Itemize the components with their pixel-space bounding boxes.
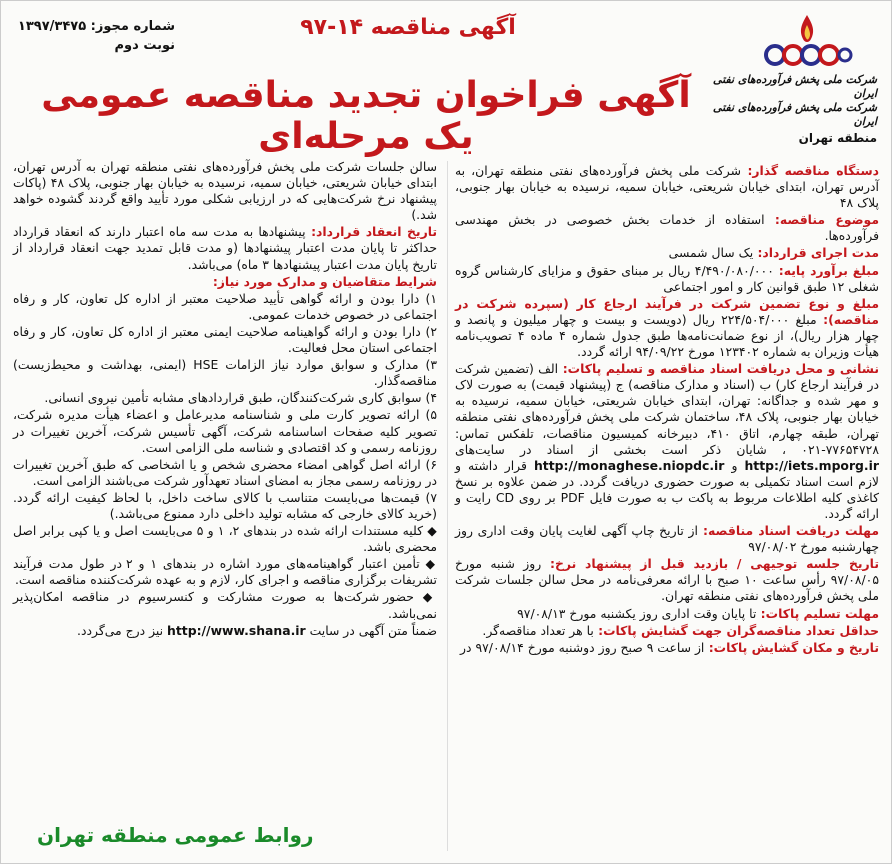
section-subject: موضوع مناقصه: استفاده از خدمات بخش خصوصی در بخش مهندسی فرآورده‌ها.	[455, 212, 880, 244]
condition-item: ۷) قیمت‌ها می‌بایست متناسب با کالای ساخت داخل، با لحاظ کیفیت ارائه گردد. (خرید کالای خارجی که مشابه تولید داخلی دارد ممنوع می‌باشد.)	[13, 489, 437, 521]
district-name: منطقه تهران	[798, 131, 877, 145]
column-divider	[447, 161, 448, 851]
condition-item: ۲) دارا بودن و ارائه گواهینامه صلاحیت ایمنی معتبر از اداره کل تعاون، کار و رفاه اجتماعی استان محل فعالیت.	[13, 323, 437, 356]
right-column	[455, 163, 879, 657]
section-base-estimate: مبلغ برآورد پایه: ۴/۴۹۰/۰۸۰/۰۰۰ ریال بر مبنای حقوق و مزایای کارشناس گروه شغلی ۱۲ طبق قوانین کار و امور اجتماعی	[455, 262, 880, 294]
conditions-title: شرایط متقاضیان و مدارک مورد نیاز:	[212, 273, 437, 289]
condition-item: ۵) ارائه تصویر کارت ملی و شناسنامه مدیرعامل و اعضاء هیأت مدیره شرکت، تصویر کلیه صفحات اساسنامه شرکت، آگهی تأسیس شرکت، آخرین تغییرات در روزنامه رسمی و کد اقتصادی و شناسه ملی الزامی است.	[13, 407, 437, 455]
condition-item: ۳) مدارک و سوابق موارد نیاز الزامات HSE (ایمنی، بهداشت و محیط‌زیست) مناقصه‌گذار.	[13, 357, 437, 389]
condition-item: ۱) دارا بودن و ارائه گواهی تأیید صلاحیت معتبر از اداره کل تعاون، کار و رفاه اجتماعی در خصوص خدمات عمومی.	[13, 290, 437, 322]
announcement-number: آگهی مناقصه ۱۴-۹۷	[300, 15, 516, 40]
section-submission: مهلت تسلیم پاکات: تا پایان وقت اداری روز یکشنبه مورخ ۹۷/۰۸/۱۳	[517, 605, 879, 621]
company-logo-block	[709, 13, 877, 145]
section-docs-deadline: مهلت دریافت اسناد مناقصه: از تاریخ چاپ آگهی لغایت پایان وقت اداری روز چهارشنبه مورخ ۹۷/۰۸/۰۲	[455, 523, 879, 555]
section-min-bidders: حداقل تعداد مناقصه‌گران جهت گشایش پاکات: با هر تعداد مناقصه‌گر.	[482, 622, 879, 638]
section-briefing: تاریخ جلسه توجیهی / بازدید قبل از پیشنهاد نرخ: روز شنبه مورخ ۹۷/۰۸/۰۵ رأس ساعت ۱۰ صبح با ارائه معرفی‌نامه در محل سالن جلسات شرکت ملی پخش فرآورده‌های نفتی منطقه تهران.	[455, 556, 879, 604]
bullet-item: ◆ تأمین اعتبار گواهینامه‌های مورد اشاره در بندهای ۱ و ۲ در طول مدت فرآیند تشریفات برگزاری مناقصه و اجرای کار، لازم و به عهده شرکت‌کننده مناقصه است.	[13, 556, 437, 588]
section-address: نشانی و محل دریافت اسناد مناقصه و تسلیم پاکات: الف (تضمین شرکت در فرآیند ارجاع کار) ب (اسناد و مدارک مناقصه) ج (پیشنهاد قیمت) به صورت لاک و مهر شده و جداگانه: تهران، ابتدای خیابان شریعتی، خیابان سمیه، نرسیده به خیابان بهار جنوبی، پلاک ۴۸، ساختمان شرکت ملی پخش فرآورده‌های نفتی منطقه تهران، طبقه چهارم، اتاق ۴۱۰، دبیرخانه کمیسیون مناقصات، تلفکس تماس: ۷۷۶۵۴۷۲۸-۰۲۱ ، شایان ذکر است بخشی از اسناد در سایت‌های http://iets.mporg.ir و http://monaghese.niopdc.ir قرار داشته و لازم است اسناد تکمیلی به صورت حضوری دریافت گردد. در ضمن علاوه بر نسخ کاغذی کلیه اطلاعات مربوط به پاکت ب به صورت فایل PDF بر روی CD رایت و ارائه گردد.	[455, 361, 879, 521]
bullet-icon: ◆	[413, 589, 437, 605]
section-guarantee: مبلغ و نوع تضمین شرکت در فرآیند ارجاع کار (سپرده شرکت در مناقصه): مبلغ ۲۲۴/۵۰۴/۰۰۰ ریال (دویست و بیست و چهار میلیون و پانصد و چهار هزار ریال)، از نوع ضمانت‌نامه‌ها طبق جدول شماره ۴ ماده ۴ تصویب‌نامه هیأت وزیران به شماره ۱۲۳۴۰۲ مورخ ۹۴/۰۹/۲۲ ارائه گردد.	[455, 295, 879, 360]
section-opening: تاریخ و مکان گشایش پاکات: از ساعت ۹ صبح روز دوشنبه مورخ ۹۷/۰۸/۱۴ در	[460, 639, 879, 655]
niopdc-logo-icon	[761, 13, 853, 71]
bullet-item: ◆ کلیه مستندات ارائه شده در بندهای ۲، ۱ و ۵ می‌بایست اصل و یا کپی برابر اصل محضری باشد.	[13, 523, 437, 555]
bullet-item: ◆ حضور شرکت‌ها به صورت مشارکت و کنسرسیوم در مناقصه امکان‌پذیر نمی‌باشد.	[13, 589, 437, 621]
condition-item: ۶) ارائه اصل گواهی امضاء محضری شخص و یا اشخاصی که طبق آخرین تغییرات در روزنامه رسمی مجاز به امضای اسناد تعهدآور شرکت می‌باشند الزامی است.	[13, 456, 437, 488]
link-shana[interactable]: http://www.shana.ir	[167, 622, 306, 638]
turn-label: نوبت دوم	[114, 38, 175, 53]
bullet-icon: ◆	[419, 556, 437, 572]
page-title: آگهی فراخوان تجدید مناقصه عمومی یک مرحله‌ای	[41, 75, 691, 157]
section-duration: مدت اجرای قرارداد: یک سال شمسی	[668, 245, 879, 261]
public-relations-signature: روابط عمومی منطقه تهران	[37, 823, 314, 847]
permit-info	[15, 17, 175, 55]
left-column	[13, 159, 437, 640]
link-monaghese[interactable]: http://monaghese.niopdc.ir	[533, 457, 725, 473]
closing-note: ضمناً متن آگهی در سایت http://www.shana.ir نیز درج می‌گردد.	[77, 622, 437, 638]
opening-location: سالن جلسات شرکت ملی پخش فرآورده‌های نفتی منطقه تهران به آدرس تهران، ابتدای خیابان شریعتی، خیابان سمیه، نرسیده به خیابان بهار جنوبی، پلاک ۴۸ (پاکات پیشنهاد نرخ شرکت‌هایی که در ارزیابی شکلی مورد تأیید واقع گردند گشوده خواهد شد.)	[13, 159, 437, 223]
section-organizer: دستگاه مناقصه گذار: شرکت ملی پخش فرآورده‌های نفتی منطقه تهران، به آدرس تهران، ابتدای خیابان شریعتی، خیابان سمیه، نرسیده به خیابان بهار جنوبی، پلاک ۴۸	[455, 163, 879, 211]
link-iets[interactable]: http://iets.mporg.ir	[744, 457, 879, 473]
bullet-icon: ◆	[423, 523, 437, 539]
condition-item: ۴) سوابق کاری شرکت‌کنندگان، طبق قراردادهای مشابه تأمین نیروی انسانی.	[44, 390, 437, 406]
company-name: شرکت ملی پخش فرآورده‌های نفتی ایران شرکت ملی پخش فرآورده‌های نفتی ایران	[712, 73, 877, 128]
section-contract-date: تاریخ انعقاد قرارداد: پیشنهادها به مدت سه ماه اعتبار دارند که انعقاد قرارداد حداکثر تا پایان مدت اعتبار پیشنهادها (و مدت قابل تمدید جهت انعقاد قرارداد از تاریخ پایان مدت اعتبار پیشنهادها ۳ ماه) می‌باشد.	[13, 224, 438, 272]
permit-number: شماره مجوز: ۱۳۹۷/۳۴۷۵	[17, 19, 175, 34]
